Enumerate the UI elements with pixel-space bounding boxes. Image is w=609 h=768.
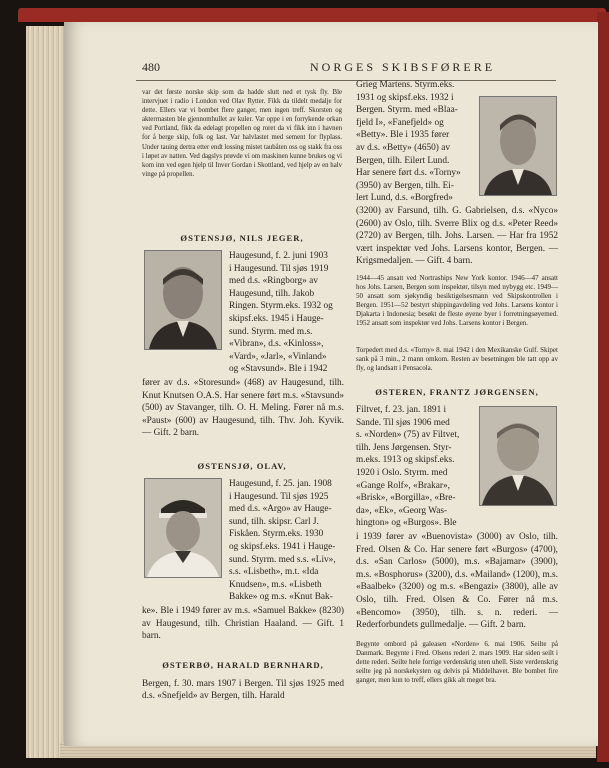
text-line: Grieg Martens. Styrm.eks. [356,80,455,90]
text-line: Fiskåen. Styrm.eks. 1930 [229,529,324,540]
text-line: Bergen, tilh. Eilert Lund. [356,155,450,166]
entry-osteren-frantz [356,386,558,399]
entry-nils-side-lines [229,250,344,376]
right-note-1: 1944—45 ansatt ved Nortraships New York kontor. 1946—47 ansatt hos Johs. Larsen, Bergen som inspektør, tilsyn med nybygg etc. 1949—50 ansatt som sjøkyndig besiktigelsesmann ved Skipskontrollen i Bergen. 1951—52 bestyrt shippingavdeling ved Johs. Larsens kontor i Djakarta i Indonesia; besøkt de fleste øyene byer i forretningsøyemed. 1952 ansatt som inspektør ved Johs. Larsens kontor i Bergen. [356,274,558,327]
text-line: «Gange Rolf», «Brakar», [356,480,450,491]
text-line: fjeld I», «Fanefjeld» og [356,117,444,128]
entry-name: ØSTENSJØ, OLAV, [197,461,287,471]
entry-olav-tail: ke». Ble i 1949 fører av m.s. «Samuel Bakke» (8230) av Haugesund, tilh. Christian Haaland. — Gift. 1 barn. [142,606,344,642]
portrait-photo-olav-ostensjo [144,478,222,578]
text-line: Haugesund, tilh. Jakob [229,288,315,299]
text-line: da», «Ek», «Georg Was- [356,505,448,516]
header-rule [136,80,556,81]
entry-nils-tail: fører av d.s. «Storesund» (468) av Haugesund, tilh. Knut Knutsen O.A.S. Har senere ført m.s. «Stavsund» (500) av Stavanger, tilh. O. H. Meling. Fører nå m.s. «Paust» (600) av Haugesund, tilh. Thv. Joh. Kyvik. — Gift. 2 barn. [142,378,344,439]
text-line: sund. Styrm. med m.s. [229,326,313,337]
text-line: Filtvet, f. 23. jan. 1891 i [356,405,447,415]
text-line: (3950) av Bergen, tilh. Ei- [356,180,454,191]
text-line: «Brisk», «Borgilla», «Bre- [356,493,456,504]
text-line: Ringen. Styrm.eks. 1932 og [229,301,333,312]
text-line: i Haugesund. Til sjøs 1919 [229,263,329,274]
text-line: tilh. Jens Jørgensen. Styr- [356,442,452,453]
book-cover-top [18,8,606,22]
entry-text: Bergen, f. 30. mars 1907 i Bergen. Til sjøs 1925 med d.s. «Snefjeld» av Bergen, tilh. Harald [142,678,344,702]
text-line: Sande. Til sjøs 1906 med [356,417,450,428]
right-note-2: Torpedert med d.s. «Torny» 8. mai 1942 i den Mexikanske Gulf. Skipet sank på 3 min., 2 mann omkom. Resten av besetningen ble tatt opp av fly, og landsatt i Pensacola. [356,346,558,372]
running-title: NORGES SKIBSFØRERE [310,60,496,74]
text-line: sund, tilh. skipsr. Carl J. [229,516,319,527]
text-line: 1931 og skipsf.eks. 1932 i [356,92,454,103]
right-entry-tail: (3200) av Farsund, tilh. G. Gabrielsen, d.s. «Nyco» (2600) av Oslo, tilh. Sverre Blix og d.s. «Peter Reed» (2720) av Bergen, tilh. Johs. Larsen. — Har fra 1952 vært inspektør ved Johs. Larsens kontor, Bergen. — Krigsmedaljen. — Gift. 4 barn. [356,206,558,267]
text-line: sund. Styrm. med s.s. «Liv», [229,554,336,565]
page-stack-left [26,26,66,758]
text-line: med d.s. «Ringborg» av [229,276,318,287]
text-line: s. «Norden» (75) av Filtvet, [356,430,460,441]
text-line: 1920 i Oslo. Styrm. med [356,467,448,478]
text-line: Bakke» og m.s. «Knut Bak- [229,592,333,603]
entry-frantz-tail: i 1939 fører av «Buenovista» (3000) av Oslo, tilh. Fred. Olsen & Co. Har senere ført «Burgos» (4700), d.s. «San Carlos» (5000), m.s. «Bajamar» (3900), m.s. «Bosphorus» (3200), d.s. «Mailand» (1200), m.s. «Baalbek» (3200) og m.s. «Bengazi» (3800), alle av Oslo, tilh. Fred. Olsen & Co. Fører nå m.s. «Bencomo» (3950), tilh. s. n. rederi. — Rederforbundets gullmedalje. — Gift. 2 barn. [356,532,558,631]
text-line: «Betty». Ble i 1935 fører [356,130,450,141]
page-number: 480 [142,60,160,74]
text-line: i Haugesund. Til sjøs 1925 [229,491,329,502]
text-line: Haugesund, f. 2. juni 1903 [229,251,328,261]
text-line: med d.s. «Argo» av Hauge- [229,504,332,515]
text-line: Knudsen», m.s. «Lisbeth [229,579,322,590]
left-intro: var det første norske skip som da hadde slutt ned et tysk fly. Ble intervjuet i radio i London ved Olav Rytter. Fikk da tildelt medalje for dette. Ellers var vi bombet flere ganger, men ingen treff. Skorsten og akterrnasten ble gjennomhullet av kuler. Var oppe i en forrykende orkan ved Portland, fikk da ødelagt propellen og roret da vi fikk inn i havnen for å berge skip, folk og last. Var halvlastet med sement for flyplass. Under tauing dertra etter endt lossing mistet taubåten oss og stakk fra oss i løpet av natten. Ved dagslys prøvde vi om maskinen kunne brukes og vi kom inn ved egen hjelp til Inver Gordan i Skottland, ved hjelp av en halv vinge på propellen. [142,89,342,178]
portrait-photo-frantz-osteren [479,406,557,506]
entry-frantz-note: Begynte ombord på galeasen «Norden» 6. mai 1906. Seilte på Danmark. Begynte i Fred. Olsens rederi 2. mars 1909. Har siden seilt i dette rederi. Seilte hele forrige verdenskrig uten uhell. Siste verdenskrig seilte jeg på norskekysten og delvis på Middelhavet. Ble bombet fire ganger, men kun to treff, ellers gikk alt meget bra. [356,640,558,684]
page-header [64,60,598,82]
text-line: og skipsf.eks. 1941 i Hauge- [229,541,336,552]
entry-ostensjo-olav [142,460,342,473]
portrait-photo-top-right [479,96,557,196]
portrait-photo-nils-ostensjo [144,250,222,350]
entry-ostensjo-nils [142,232,342,245]
entry-name: ØSTEREN, FRANTZ JØRGENSEN, [375,387,539,397]
text-line: av d.s. «Betty» (4650) av [356,142,450,153]
text-line: og «Stavsund». Ble i 1942 [229,364,328,375]
entry-name: ØSTERBØ, HARALD BERNHARD, [162,660,324,670]
book-cover-right [597,12,609,762]
book-page [64,22,598,746]
text-line: m.eks. 1913 og skipsf.eks. [356,455,455,466]
text-line: hington» og «Burgos». Ble [356,518,457,529]
text-line: Har senere ført d.s. «Torny» [356,168,461,179]
entry-osterbo-harald [142,659,344,703]
entry-olav-side-lines [229,478,344,604]
right-top-lines [356,79,478,205]
text-line: Haugesund, f. 25. jan. 1908 [229,479,332,489]
text-line: lert Lund, d.s. «Borgfred» [356,193,453,204]
text-line: «Vibran», d.s. «Kinloss», [229,339,324,350]
entry-name: ØSTENSJØ, NILS JEGER, [180,233,304,243]
text-line: «Vard», «Jarl», «Vinland» [229,351,327,362]
text-line: skipsf.eks. 1945 i Hauge- [229,313,324,324]
text-line: s.s. «Lisbeth», m.t. «Ida [229,567,319,578]
entry-frantz-side-lines [356,404,481,530]
text-line: Bergen. Styrm. med «Blaa- [356,105,458,116]
